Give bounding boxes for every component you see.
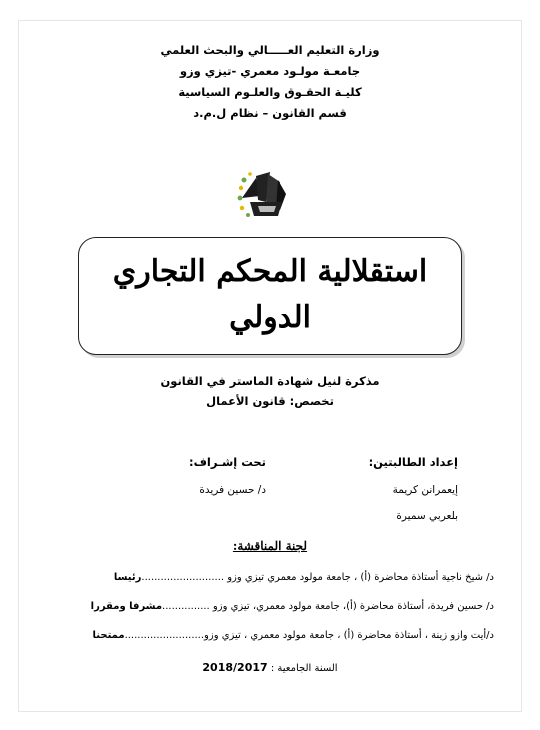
academic-year-value: 2018/2017 bbox=[202, 661, 268, 674]
degree-text: مذكرة لنيل شهادة الماستر في القانون bbox=[160, 374, 380, 388]
institution-header bbox=[0, 40, 540, 124]
committee-member bbox=[34, 601, 494, 612]
supervisor-block bbox=[96, 453, 266, 499]
thesis-title-line-2: الدولي bbox=[229, 300, 311, 335]
student-name: بلعربي سميرة bbox=[396, 510, 458, 522]
faculty-name: كليـة الحقـوق والعلـوم السياسية bbox=[178, 85, 362, 99]
degree-info bbox=[0, 371, 540, 411]
supervisor-heading: تحت إشـراف: bbox=[188, 455, 266, 469]
specialty-text: تخصص: قانون الأعمال bbox=[206, 394, 334, 408]
committee-member bbox=[34, 572, 494, 583]
ministry-name: وزارة التعليم العـــــالي والبحث العلمي bbox=[160, 43, 380, 57]
committee-member bbox=[34, 630, 494, 641]
academic-year-label: السنة الجامعية : bbox=[270, 663, 338, 674]
student-name: إيعمرانن كريمة bbox=[392, 484, 458, 496]
thesis-title-box bbox=[78, 237, 462, 355]
department-name: قسم القانون – نظام ل.م.د bbox=[193, 106, 347, 120]
academic-year bbox=[0, 661, 540, 674]
member-role: ممتحنا bbox=[92, 630, 125, 641]
member-details: د/ حسين فريدة، أستاذة محاضرة (أ)، جامعة مولود معمري، تيزي وزو ............... bbox=[162, 601, 494, 612]
member-role: مشرفا ومقررا bbox=[90, 601, 163, 612]
supervisor-name: د/ حسين فريدة bbox=[199, 484, 266, 496]
member-role: رئيسا bbox=[113, 572, 142, 583]
students-block bbox=[298, 453, 458, 525]
university-name: جامعـة مولـود معمري -تيزي وزو bbox=[179, 64, 361, 78]
member-details: د/ شيخ ناجية أستاذة محاضرة (أ) ، جامعة مولود معمري تيزي وزو .......................... bbox=[141, 572, 494, 583]
thesis-title-line-1: استقلالية المحكم التجاري bbox=[112, 254, 428, 289]
member-details: د/أيت وازو زينة ، أستاذة محاضرة (أ) ، جامعة مولود معمري ، تيزي وزو......................... bbox=[124, 630, 494, 641]
committee-title: لجنة المناقشة: bbox=[232, 539, 308, 553]
students-heading: إعداد الطالبتين: bbox=[368, 455, 458, 469]
university-logo-icon bbox=[236, 168, 300, 220]
